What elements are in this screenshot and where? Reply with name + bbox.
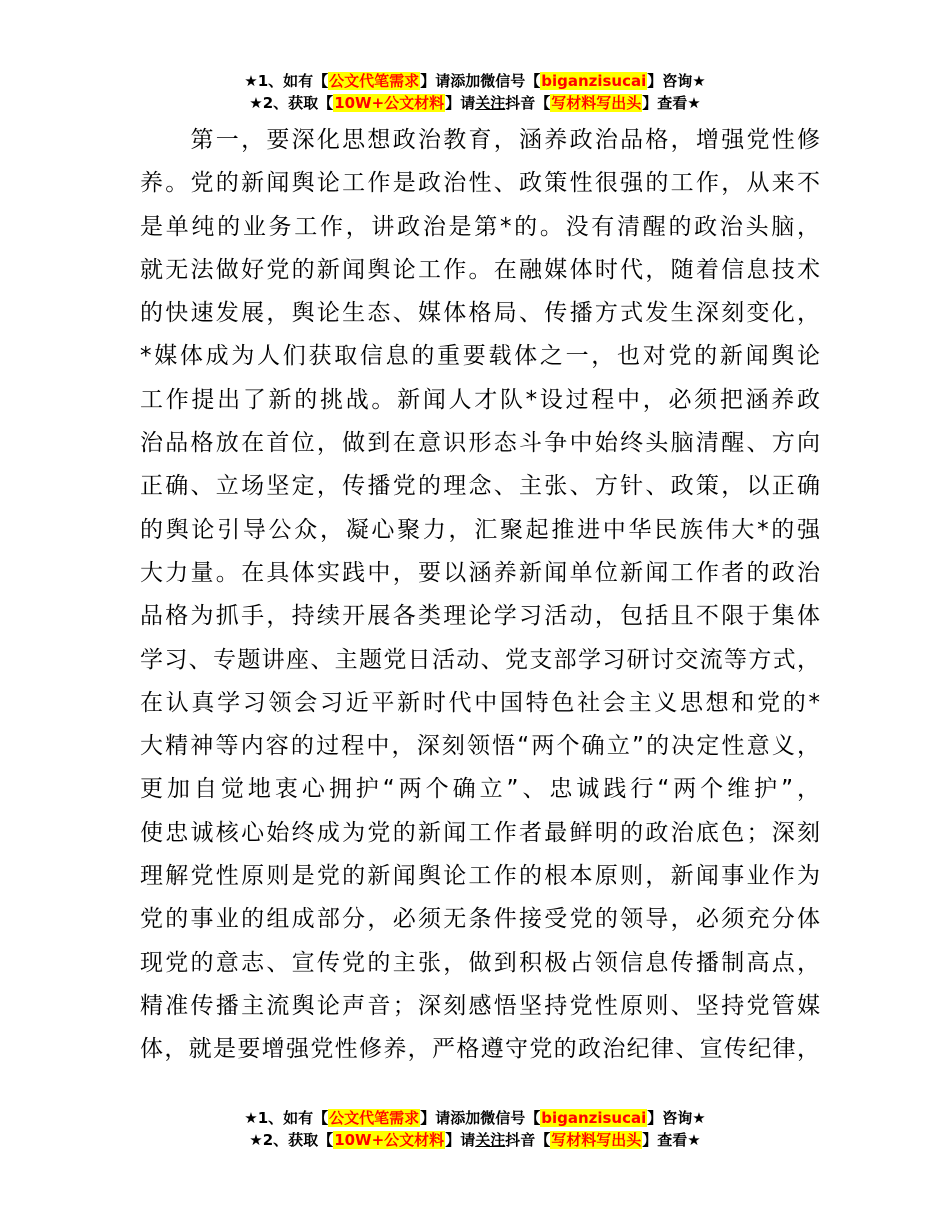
banner-text: ★2、获取【	[249, 94, 334, 112]
body-line: 使忠诚核心始终成为党的新闻工作者最鲜明的政治底色；深刻	[140, 819, 820, 846]
body-line: 工作提出了新的挑战。新闻人才队*设过程中，必须把涵养政	[140, 386, 820, 413]
body-line: 体，就是要增强党性修养，严格遵守党的政治纪律、宣传纪律，	[140, 1036, 820, 1063]
body-line: 大精神等内容的过程中，深刻领悟“两个确立”的决定性意义，	[140, 733, 820, 760]
banner-line-1	[0, 70, 950, 92]
banner-text: 】查看★	[642, 94, 701, 112]
header-banner	[0, 70, 950, 114]
banner-highlight-materials: 10W+公文材料	[334, 94, 445, 112]
banner-text: 】请添加微信号【	[420, 1109, 541, 1127]
banner-text: 】请	[445, 94, 476, 112]
banner-highlight-service: 公文代笔需求	[329, 72, 420, 90]
banner-highlight-wechat-id: biganzisucai	[541, 72, 647, 90]
document-body	[140, 119, 820, 1072]
banner-highlight-materials: 10W+公文材料	[334, 1131, 445, 1149]
banner-text: ★1、如有【	[244, 72, 329, 90]
body-line: 品格为抓手，持续开展各类理论学习活动，包括且不限于集体	[140, 603, 820, 630]
body-line: 的舆论引导公众，凝心聚力，汇聚起推进中华民族伟大*的强	[140, 516, 820, 543]
banner-underline-follow: 关注	[475, 1131, 506, 1149]
body-line: 就无法做好党的新闻舆论工作。在融媒体时代，随着信息技术	[140, 256, 820, 283]
banner-text: ★2、获取【	[249, 1131, 334, 1149]
body-line: 党的事业的组成部分，必须无条件接受党的领导，必须充分体	[140, 906, 820, 933]
body-line: 在认真学习领会习近平新时代中国特色社会主义思想和党的*	[140, 689, 820, 716]
body-line: 学习、专题讲座、主题党日活动、党支部学习研讨交流等方式，	[140, 646, 820, 673]
banner-highlight-account: 写材料写出头	[551, 1131, 642, 1149]
banner-text: 】咨询★	[647, 72, 706, 90]
body-line: 治品格放在首位，做到在意识形态斗争中始终头脑清醒、方向	[140, 430, 820, 457]
banner-text: 】请添加微信号【	[420, 72, 541, 90]
body-line: 是单纯的业务工作，讲政治是第*的。没有清醒的政治头脑，	[140, 213, 820, 240]
banner-line-2	[0, 1129, 950, 1151]
body-line: *媒体成为人们获取信息的重要载体之一，也对党的新闻舆论	[140, 343, 820, 370]
body-line: 更加自觉地衷心拥护“两个确立”、忠诚践行“两个维护”，	[140, 776, 820, 803]
banner-text: 】请	[445, 1131, 476, 1149]
banner-highlight-wechat-id: biganzisucai	[541, 1109, 647, 1127]
body-line: 理解党性原则是党的新闻舆论工作的根本原则，新闻事业作为	[140, 863, 820, 890]
banner-line-1	[0, 1107, 950, 1129]
body-line: 第一，要深化思想政治教育，涵养政治品格，增强党性修	[140, 127, 820, 153]
banner-underline-follow: 关注	[475, 94, 506, 112]
body-line: 现党的意志、宣传党的主张，做到积极占领信息传播制高点，	[140, 949, 820, 976]
footer-banner	[0, 1107, 950, 1151]
banner-text: 】查看★	[642, 1131, 701, 1149]
banner-highlight-service: 公文代笔需求	[329, 1109, 420, 1127]
banner-highlight-account: 写材料写出头	[551, 94, 642, 112]
banner-text: 】咨询★	[647, 1109, 706, 1127]
banner-text: ★1、如有【	[244, 1109, 329, 1127]
body-line: 养。党的新闻舆论工作是政治性、政策性很强的工作，从来不	[140, 170, 820, 197]
body-line: 精准传播主流舆论声音；深刻感悟坚持党性原则、坚持党管媒	[140, 992, 820, 1019]
body-line: 正确、立场坚定，传播党的理念、主张、方针、政策，以正确	[140, 473, 820, 500]
banner-text: 抖音【	[505, 1131, 551, 1149]
banner-line-2	[0, 92, 950, 114]
body-line: 大力量。在具体实践中，要以涵养新闻单位新闻工作者的政治	[140, 559, 820, 586]
body-line: 的快速发展，舆论生态、媒体格局、传播方式发生深刻变化，	[140, 300, 820, 327]
banner-text: 抖音【	[505, 94, 551, 112]
